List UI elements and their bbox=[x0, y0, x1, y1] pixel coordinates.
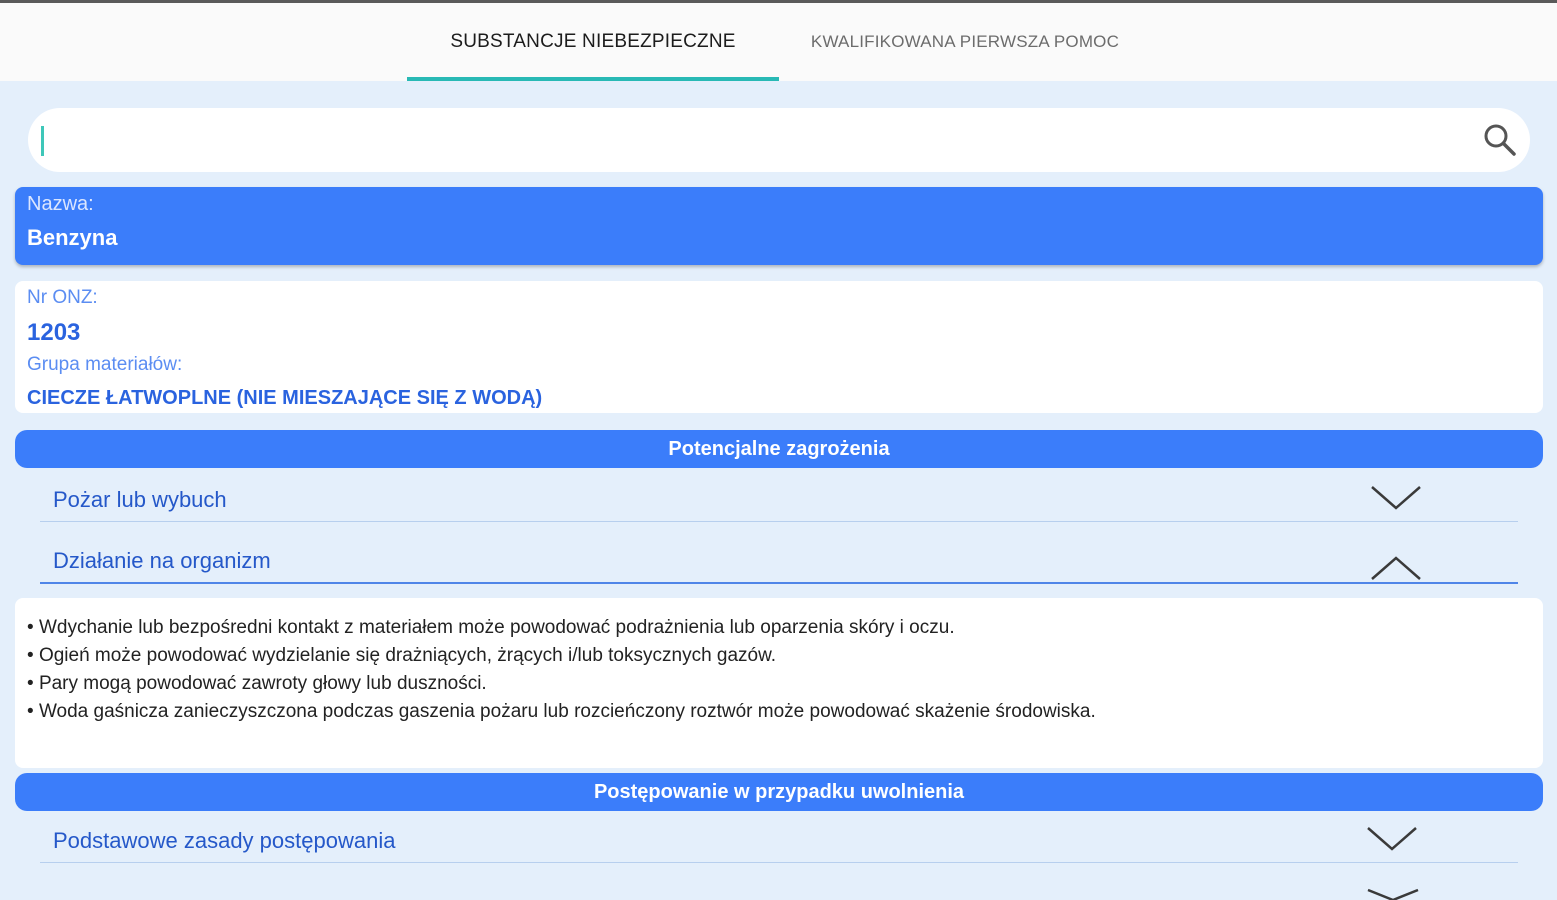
list-item: • Woda gaśnicza zanieczyszczona podczas gaszenia pożaru lub rozcieńczony roztwór może powodować skażenie środowiska. bbox=[27, 698, 1531, 726]
chevron-up-icon[interactable] bbox=[1370, 554, 1422, 582]
accordion-label: Pożar lub wybuch bbox=[53, 487, 227, 512]
list-item: • Wdychanie lub bezpośredni kontakt z materiałem może powodować podrażnienia lub oparzenia skóry i oczu. bbox=[27, 614, 1531, 642]
accordion-health-effects[interactable] bbox=[40, 532, 1518, 584]
chevron-down-icon bbox=[1366, 888, 1420, 900]
text-cursor bbox=[41, 126, 44, 156]
tab-bar bbox=[0, 3, 1557, 81]
list-item: • Ogień może powodować wydzielanie się drażniących, żrących i/lub toksycznych gazów. bbox=[27, 642, 1531, 670]
accordion-basic-rules[interactable] bbox=[40, 811, 1518, 863]
tab-first-aid[interactable] bbox=[790, 3, 1140, 81]
section-header-hazards: Potencjalne zagrożenia bbox=[15, 430, 1543, 468]
name-label: Nazwa: bbox=[27, 193, 94, 215]
name-value: Benzyna bbox=[27, 225, 118, 250]
chevron-down-icon[interactable] bbox=[1370, 484, 1422, 512]
section-header-release: Postępowanie w przypadku uwolnienia bbox=[15, 773, 1543, 811]
un-number-value: 1203 bbox=[27, 319, 81, 346]
accordion-label: Działanie na organizm bbox=[53, 548, 271, 573]
search-bar[interactable] bbox=[28, 108, 1530, 172]
tab-label: KWALIFIKOWANA PIERWSZA POMOC bbox=[810, 32, 1120, 51]
substance-info-card bbox=[15, 281, 1543, 413]
health-effects-content bbox=[15, 598, 1543, 768]
active-tab-indicator bbox=[407, 77, 779, 81]
health-effects-list bbox=[27, 614, 1531, 726]
substance-name-card bbox=[15, 187, 1543, 265]
search-input[interactable] bbox=[50, 118, 1470, 162]
chevron-down-icon[interactable] bbox=[1366, 825, 1418, 853]
accordion-fire-explosion[interactable] bbox=[40, 470, 1518, 522]
material-group-value: CIECZE ŁATWOPLNE (NIE MIESZAJĄCE SIĘ Z WODĄ) bbox=[27, 387, 543, 409]
accordion-label: Podstawowe zasady postępowania bbox=[53, 828, 396, 853]
material-group-label: Grupa materiałów: bbox=[27, 354, 183, 375]
un-number-label: Nr ONZ: bbox=[27, 287, 98, 308]
search-icon[interactable] bbox=[1482, 122, 1518, 158]
list-item: • Pary mogą powodować zawroty głowy lub duszności. bbox=[27, 670, 1531, 698]
tab-hazardous-substances[interactable] bbox=[407, 3, 779, 81]
tab-label: SUBSTANCJE NIEBEZPIECZNE bbox=[450, 31, 736, 52]
